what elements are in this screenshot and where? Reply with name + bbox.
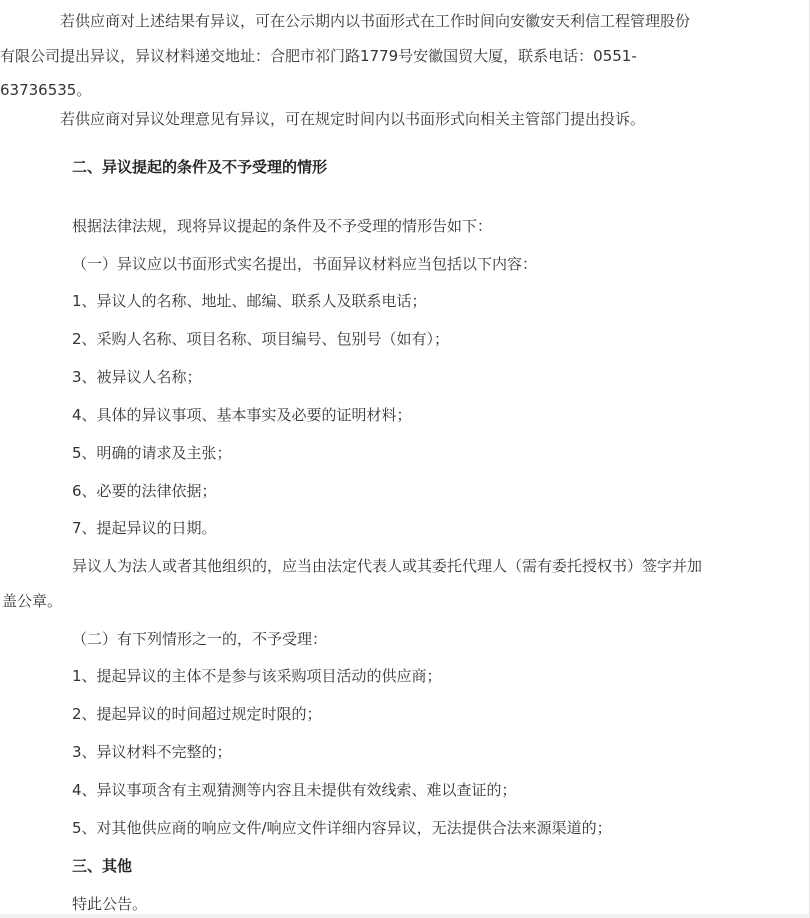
list-item: 3、被异议人名称； bbox=[72, 368, 202, 386]
list-item: 6、必要的法律依据； bbox=[72, 482, 217, 500]
complaint-paragraph: 若供应商对异议处理意见有异议，可在规定时间内以书面形式向相关主管部门提出投诉。 bbox=[60, 110, 646, 128]
legal-entity-line-1: 异议人为法人或者其他组织的，应当由法定代表人或其委托代理人（需有委托授权书）签字并加 bbox=[72, 557, 703, 575]
objection-paragraph-line-2: 有限公司提出异议，异议材料递交地址：合肥市祁门路1779号安徽国贸大厦，联系电话：0551- bbox=[0, 47, 637, 65]
subsection-not-accepted: （二）有下列情形之一的，不予受理： bbox=[72, 630, 328, 648]
list-item: 5、对其他供应商的响应文件/响应文件详细内容异议，无法提供合法来源渠道的； bbox=[72, 819, 612, 837]
intro-paragraph: 根据法律法规，现将异议提起的条件及不予受理的情形告如下： bbox=[72, 217, 493, 235]
list-item: 5、明确的请求及主张； bbox=[72, 444, 232, 462]
legal-entity-line-2: 盖公章。 bbox=[2, 592, 63, 610]
list-item: 4、具体的异议事项、基本事实及必要的证明材料； bbox=[72, 406, 412, 424]
subsection-written-objection: （一）异议应以书面形式实名提出，书面异议材料应当包括以下内容： bbox=[72, 255, 538, 273]
list-item: 3、异议材料不完整的； bbox=[72, 743, 232, 761]
objection-paragraph-line-1: 若供应商对上述结果有异议，可在公示期内以书面形式在工作时间向安徽安天利信工程管理股份 bbox=[60, 12, 691, 30]
section-heading-conditions: 二、异议提起的条件及不予受理的情形 bbox=[72, 158, 328, 176]
list-item: 2、提起异议的时间超过规定时限的； bbox=[72, 705, 322, 723]
list-item: 4、异议事项含有主观猜测等内容且未提供有效线索、难以查证的； bbox=[72, 781, 517, 799]
objection-paragraph-line-3: 63736535。 bbox=[0, 81, 92, 99]
section-heading-other: 三、其他 bbox=[72, 857, 133, 875]
closing-line: 特此公告。 bbox=[72, 895, 148, 913]
page-bottom-divider bbox=[0, 914, 809, 918]
list-item: 1、提起异议的主体不是参与该采购项目活动的供应商； bbox=[72, 667, 442, 685]
list-item: 2、采购人名称、项目名称、项目编号、包别号（如有）； bbox=[72, 330, 450, 348]
list-item: 1、异议人的名称、地址、邮编、联系人及联系电话； bbox=[72, 292, 427, 310]
list-item: 7、提起异议的日期。 bbox=[72, 519, 217, 537]
